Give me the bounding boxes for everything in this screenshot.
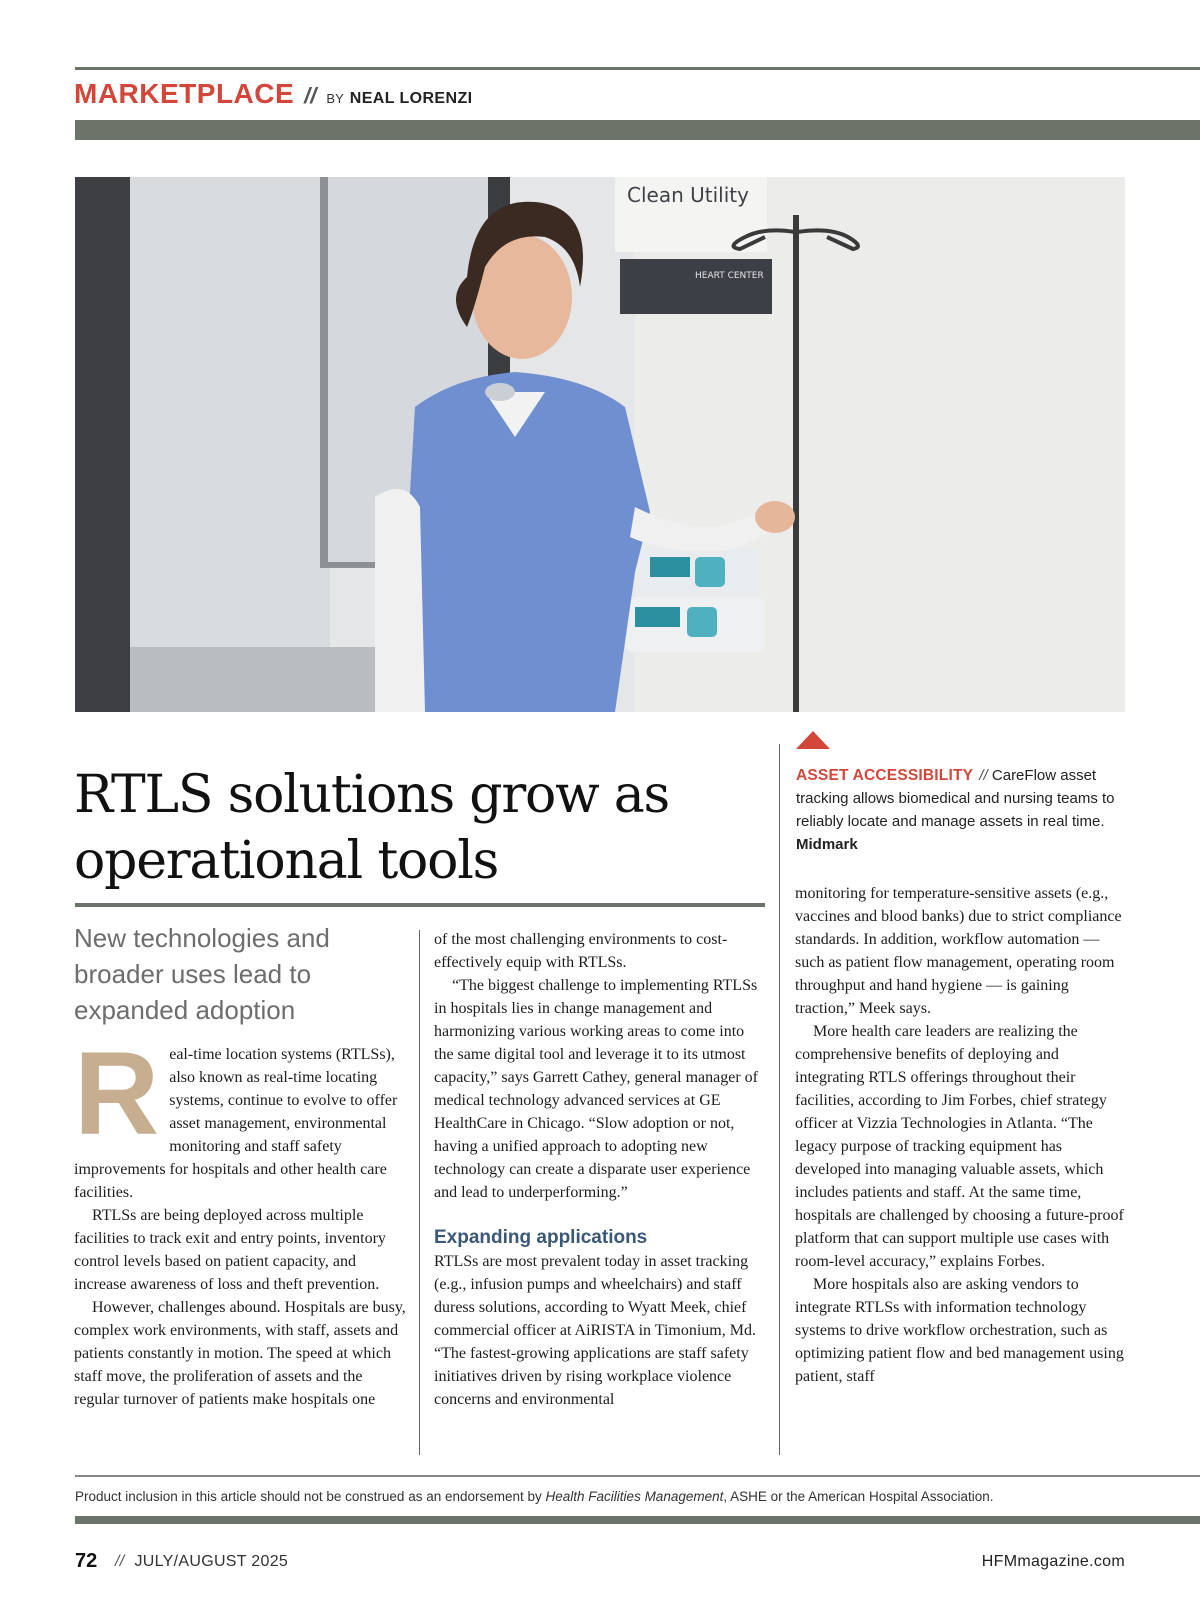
body-column-2 [434,928,767,1411]
caption-credit: Midmark [796,836,858,853]
body-paragraph: of the most challenging environments to cost-effectively equip with RTLSs. [434,931,728,971]
body-paragraph: eal-time location systems (RTLSs), also known as real-time locating systems, continue to evolve to offer asset management, environmental monitoring and staff safety improvements for hospitals and other health care facilities. [74,1046,398,1201]
body-paragraph: RTLSs are most prevalent today in asset tracking (e.g., infusion pumps and wheelchairs) and staff duress solutions, according to Wyatt Meek, chief commercial officer at AiRISTA in Timonium, Md. “The fastest-growing applications are staff safety initiatives driven by rising workplace violence concerns and environmental [434,1253,756,1408]
column-divider [419,930,420,1455]
department-header [74,78,472,114]
department-label: MARKETPLACE [74,78,295,109]
section-subhead: Expanding applications [434,1227,648,1248]
caption-separator: // [979,767,988,784]
header-bar [75,120,1200,140]
article-deck: New technologies and broader uses lead to expanded adoption [74,923,330,1025]
issue-date [115,1553,288,1571]
footer-rule [75,1475,1200,1477]
page-number: 72 [75,1550,98,1572]
disclaimer-text-end: , ASHE or the American Hospital Association. [723,1489,994,1504]
caption-label: ASSET ACCESSIBILITY [796,767,974,784]
byline-author: NEAL LORENZI [349,90,473,107]
body-paragraph: More hospitals also are asking vendors to integrate RTLSs with information technology systems to drive workflow orchestration, such as optimizing patient flow and bed management using patient, staff [795,1276,1124,1385]
header-separator: // [304,83,317,108]
caption-text: CareFlow asset tracking allows biomedical and nursing teams to reliably locate and manage assets in real time. [796,767,1115,830]
drop-cap: R [74,1028,160,1160]
photo-caption [796,764,1136,856]
body-column-1 [74,1028,407,1411]
headline-rule [75,903,765,907]
body-column-3 [795,882,1128,1388]
article-headline: RTLS solutions grow as operational tools [74,765,670,891]
footer-separator: // [115,1553,125,1570]
article-photo [75,177,1125,712]
disclaimer-text: Product inclusion in this article should not be construed as an endorsement by [75,1489,546,1504]
column-divider [779,744,780,1455]
body-paragraph: RTLSs are being deployed across multiple facilities to track exit and entry points, inventory control levels based on patient capacity, and increase awareness of loss and theft prevention. [74,1207,386,1293]
body-paragraph: More health care leaders are realizing the comprehensive benefits of deploying and integrating RTLS offerings throughout their facilities, according to Jim Forbes, chief strategy officer at Vizzia Technologies in Atlanta. “The legacy purpose of tracking equipment has developed into managing valuable assets, which includes patients and staff. At the same time, hospitals are challenged by choosing a future-proof platform that can support multiple use cases with room-level accuracy,” explains Forbes. [795,1023,1124,1270]
caption-arrow-icon [796,731,830,749]
issue-label: JULY/AUGUST 2025 [134,1553,289,1570]
body-paragraph: monitoring for temperature-sensitive assets (e.g., vaccines and blood banks) due to strict compliance standards. In addition, workflow automation — such as patient flow management, operating room throughput and hand hygiene — is gaining traction,” Meek says. [795,885,1122,1017]
sign-text: Clean Utility [627,183,749,207]
body-paragraph: “The biggest challenge to implementing RTLSs in hospitals lies in change management and harmonizing various working areas to come into the same digital tool and leverage it to its utmost capacity,” says Garrett Cathey, general manager of medical technology advanced services at GE HealthCare in Chicago. “Slow adoption or not, having a unified approach to adopting new technology can create a disparate user experience and lead to underperforming.” [434,977,758,1201]
body-paragraph: However, challenges abound. Hospitals are busy, complex work environments, with staff, assets and patients constantly in motion. The speed at which staff move, the proliferation of assets and the regular turnover of patients make hospitals one [74,1299,406,1408]
disclaimer-publication: Health Facilities Management [545,1489,724,1504]
nurse-photo-illustration [75,177,1125,712]
website-link[interactable]: HFMmagazine.com [981,1553,1125,1570]
disclaimer [75,1488,1175,1506]
plate-text: HEART CENTER [695,271,764,281]
top-rule [75,67,1200,70]
footer-bar [75,1516,1200,1524]
byline-prefix: BY [326,91,344,106]
